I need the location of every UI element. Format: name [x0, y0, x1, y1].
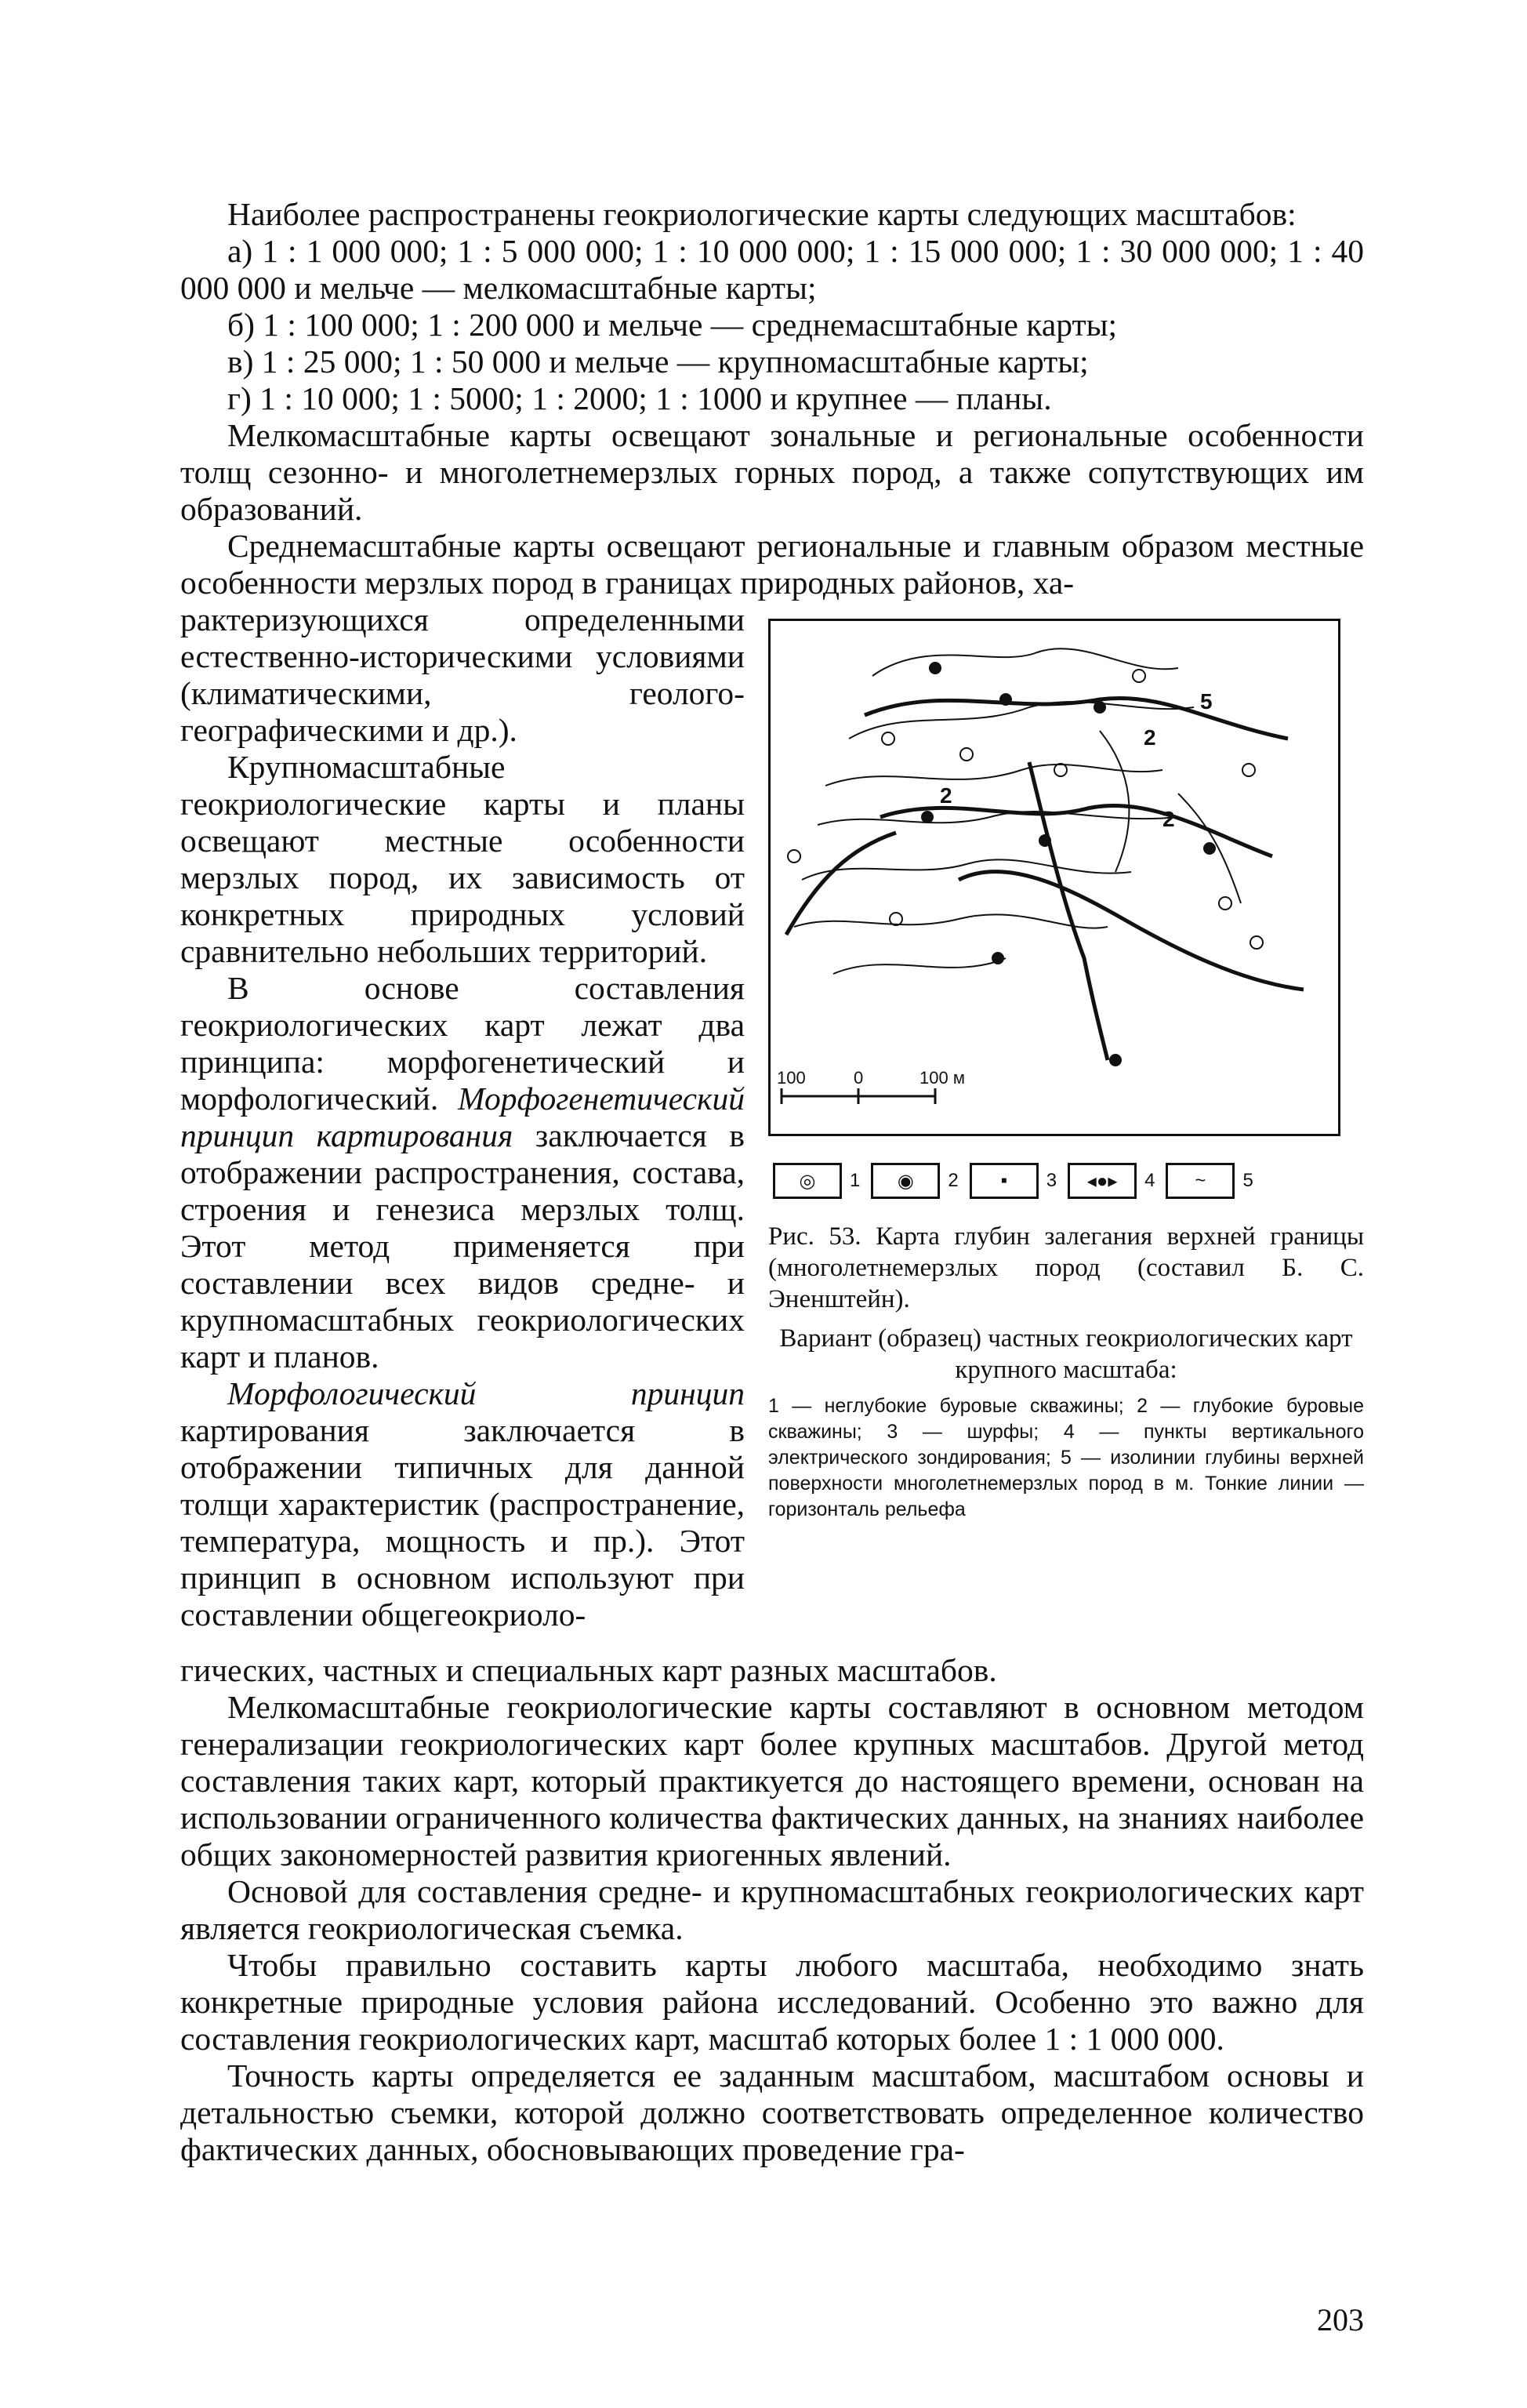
scale-item-a: а) 1 : 1 000 000; 1 : 5 000 000; 1 : 10 000 000; 1 : 15 000 000; 1 : 30 000 000; 1 : 40 000 000 и мельче — мелкомасштабные карты; [180, 233, 1364, 306]
ves-point-icon: ◂●▸ [1068, 1163, 1137, 1199]
contour-line [825, 765, 1162, 786]
scale-item-c: в) 1 : 25 000; 1 : 50 000 и мельче — крупномасштабные карты; [227, 343, 1089, 380]
morphogenetic-term: Морфогенетический принцип картирования [180, 1081, 745, 1153]
borehole-marker [1109, 1054, 1122, 1066]
permafrost-depth-map [768, 619, 1340, 1136]
isoline [786, 833, 896, 935]
scale-item-b: б) 1 : 100 000; 1 : 200 000 и мельче — среднемасштабные карты; [227, 307, 1118, 343]
scale-item-d: г) 1 : 10 000; 1 : 5000; 1 : 2000; 1 : 1000 и крупнее — планы. [227, 380, 1052, 416]
paragraph-basis: Основой для составления средне- и крупномасштабных геокриологических карт является геокриологическая съемка. [180, 1873, 1364, 1946]
figure [768, 619, 1364, 1523]
paragraph-conditions: Чтобы правильно составить карты любого масштаба, необходимо знать конкретные природные условия района исследований. Особенно это важно для составления геокриологических карт, масштаб которых более 1 : 1 000 000. [180, 1947, 1364, 2057]
paragraph-accuracy: Точность карты определяется ее заданным масштабом, масштабом основы и детальностью съемки, которой должно соответствовать определенное количество фактических данных, обосновывающих проведение гра- [180, 2058, 1364, 2167]
borehole-marker [921, 811, 934, 823]
page-number: 203 [1317, 2302, 1364, 2337]
contour-line [818, 812, 1178, 825]
intro-paragraph: Наиболее распространены геокриологические карты следующих масштабов: [227, 196, 1297, 232]
paragraph-principles: В основе составления геокриологических карт лежат два принципа: морфогенетический и морфологический. Морфогенетический принцип картирования заключается в отображении распространения, состава, строения и генезиса мерзлых толщ. Этот метод применяется при составлении всех видов средне- и крупномасштабных геокриологических карт и планов. [180, 970, 745, 1375]
borehole-marker [1203, 842, 1216, 855]
svg-text:2: 2 [1162, 807, 1175, 831]
scale-label-right: 100 м [919, 1068, 965, 1088]
isoline-2 [959, 872, 1304, 990]
paragraph-small-scale: Мелкомасштабные карты освещают зональные и региональные особенности толщ сезонно- и многолетнемерзлых горных пород, а также сопутствующих им образований. [180, 417, 1364, 527]
figure-legend-text: 1 — неглубокие буровые скважины; 2 — глубокие буровые скважины; 3 — шурфы; 4 — пункты вертикального электрического зондирования; 5 — изолинии глубины верхней поверхности многолетнемерзлых пород в м. Тонкие линии — горизонталь рельефа [768, 1395, 1364, 1520]
map-legend: ◎ 1 ◉ 2 ▪ 3 ◂●▸ 4 ~ 5 [773, 1163, 1364, 1199]
paragraph-morphological: Морфологический принцип картирования заключается в отображении типичных для данной толщи характеристик (распространение, температура, мощность и пр.). Этот принцип в основном используют при составлении общегеокриоло- [180, 1375, 745, 1633]
contour-line [849, 702, 1194, 739]
paragraph-medium-scale-cont: рактеризующихся определенными естественно-историческими условиями (климатическими, геолого-географическими и др.). [180, 601, 745, 748]
contour-line [872, 648, 1178, 676]
page-body [180, 196, 1364, 2344]
paragraph-medium-scale: Среднемасштабные карты освещают региональные и главным образом местные особенности мерзлых пород в границах природных районов, ха- [180, 528, 1364, 601]
deep-borehole-icon: ◉ [871, 1163, 940, 1199]
borehole-marker [1039, 834, 1051, 847]
svg-text:2: 2 [1144, 725, 1156, 750]
borehole-marker [929, 662, 941, 674]
figure-caption: Рис. 53. Карта глубин залегания верхней границы (многолетнемерзлых пород (составил Б. С. Эненштейн). [768, 1222, 1364, 1313]
left-column [180, 601, 745, 1633]
isoline-icon: ~ [1166, 1163, 1235, 1199]
pit-icon: ▪ [970, 1163, 1039, 1199]
scale-label-mid: 0 [854, 1068, 864, 1088]
scale-list [180, 233, 1364, 417]
scale-label-left: 100 [777, 1068, 806, 1088]
figure-subcaption: Вариант (образец) частных геокриологических карт крупного масштаба: [779, 1324, 1353, 1384]
borehole-marker [1094, 701, 1106, 714]
morphological-term: Морфологический принцип [227, 1375, 745, 1411]
contour-line [833, 958, 1006, 974]
paragraph-methods: Мелкомасштабные геокриологические карты составляют в основном методом генерализации геокриологических карт более крупных масштабов. Другой метод составления таких карт, который практикуется до настоящего времени, основан на использовании ограниченного количества фактических данных, на знаниях наиболее общих закономерностей развития криогенных явлений. [180, 1689, 1364, 1872]
paragraph-morphological-end: гических, частных и специальных карт разных масштабов. [180, 1652, 997, 1688]
borehole-marker [992, 952, 1004, 964]
borehole-marker [999, 693, 1012, 706]
svg-text:2: 2 [940, 783, 952, 808]
contour-line [1100, 731, 1129, 872]
svg-text:5: 5 [1200, 689, 1213, 714]
map-drawing [771, 621, 1338, 1134]
isoline-5 [865, 698, 1288, 739]
paragraph-large-scale: Крупномасштабные геокриологические карты и планы освещают местные особенности мерзлых пород, их зависимость от конкретных природных условий сравнительно небольших территорий. [180, 749, 745, 969]
contour-line [794, 914, 1108, 928]
shallow-borehole-icon: ◎ [773, 1163, 842, 1199]
